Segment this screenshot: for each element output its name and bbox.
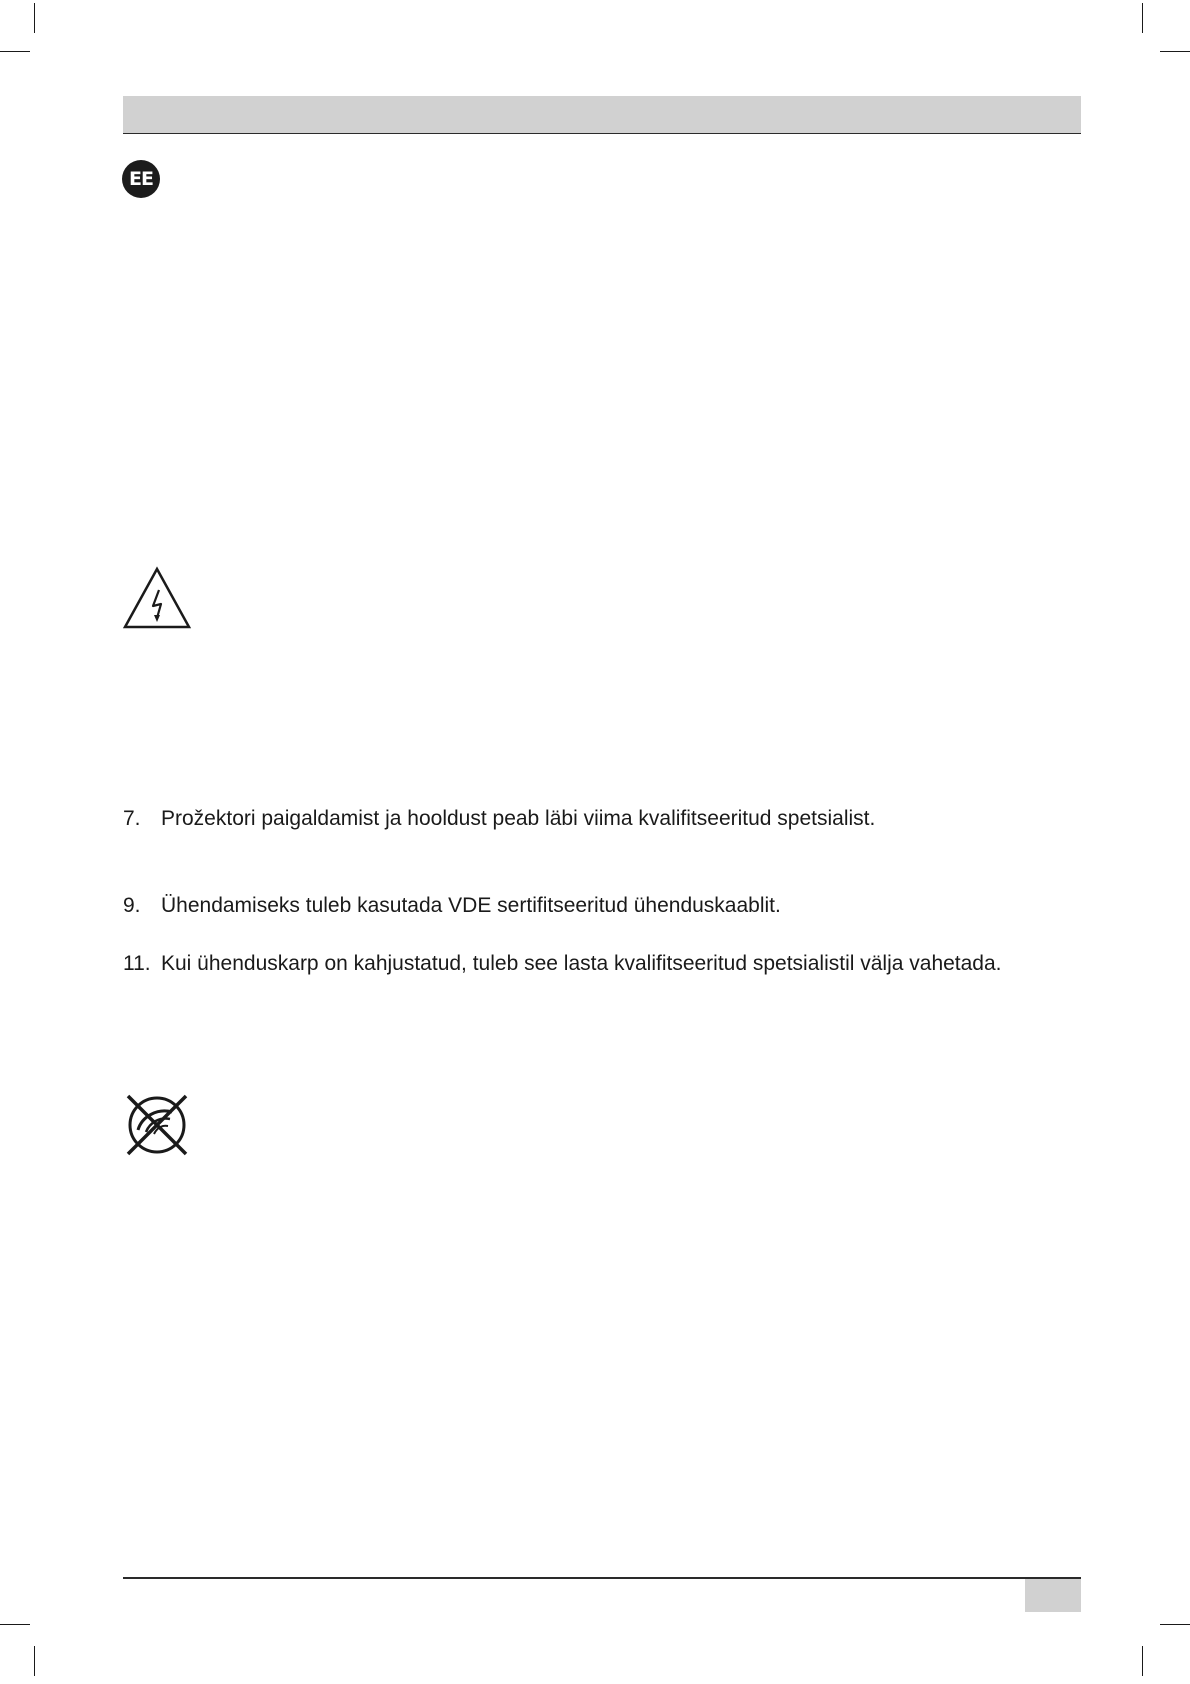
instruction-number: 9.	[123, 894, 141, 917]
instruction-item-11	[123, 950, 1002, 978]
crop-mark-bottom-left-horizontal	[0, 1624, 30, 1625]
instruction-number: 7.	[123, 807, 141, 830]
crop-mark-bottom-right-vertical	[1142, 1646, 1143, 1676]
crop-mark-top-left-horizontal	[0, 51, 30, 52]
crop-mark-top-left-vertical	[34, 3, 35, 33]
high-voltage-warning-icon	[122, 566, 192, 630]
instruction-item-9	[123, 892, 781, 920]
page-number-box	[1025, 1579, 1081, 1612]
footer-rule	[123, 1577, 1081, 1579]
crop-mark-bottom-left-vertical	[34, 1646, 35, 1676]
language-badge: EE	[122, 160, 160, 198]
crop-mark-top-right-vertical	[1142, 3, 1143, 33]
instruction-number: 11.	[123, 952, 151, 975]
crop-mark-bottom-right-horizontal	[1160, 1624, 1190, 1625]
header-bar	[123, 96, 1081, 134]
instruction-text: Prožektori paigaldamist ja hooldust peab läbi viima kvalifitseeritud spetsialist.	[161, 807, 876, 830]
instruction-item-7	[123, 805, 875, 833]
instruction-text: Ühendamiseks tuleb kasutada VDE sertifitseeritud ühenduskaablit.	[161, 894, 781, 917]
crop-mark-top-right-horizontal	[1160, 51, 1190, 52]
no-water-spray-icon	[124, 1092, 190, 1158]
instruction-text: Kui ühenduskarp on kahjustatud, tuleb see lasta kvalifitseeritud spetsialistil välja vahetada.	[161, 952, 1002, 975]
